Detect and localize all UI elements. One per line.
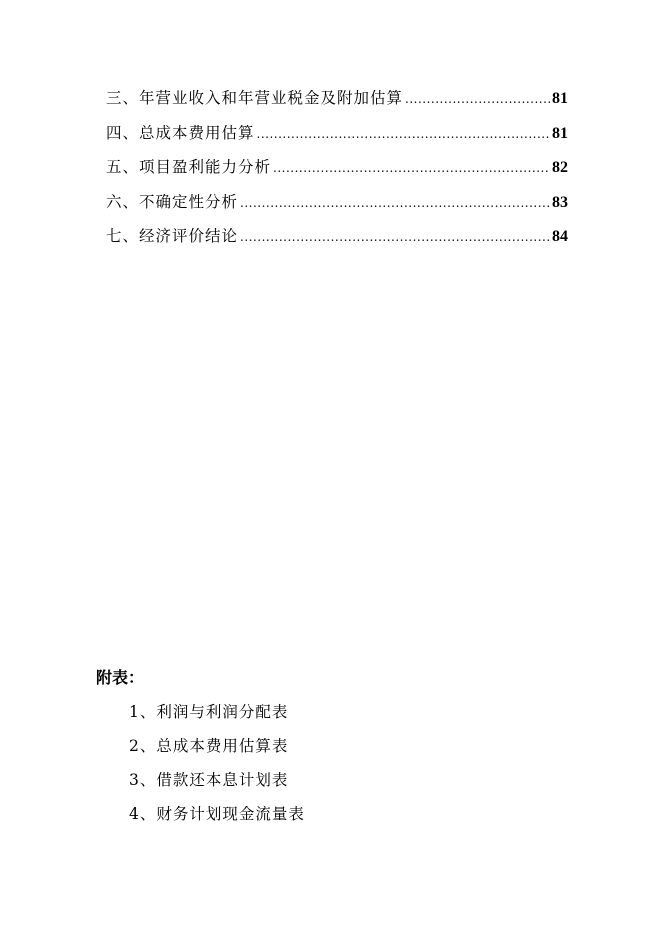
toc-entry[interactable] (106, 84, 568, 119)
table-of-contents (106, 84, 568, 257)
toc-entry-label: 七、经济评价结论 (106, 227, 239, 245)
toc-entry[interactable] (106, 188, 568, 223)
appendix-title: 附表： (96, 668, 145, 687)
appendix-section (96, 664, 305, 834)
toc-leader-dots (240, 223, 550, 251)
toc-page-number: 81 (552, 124, 568, 142)
toc-entry-label: 五、项目盈利能力分析 (106, 158, 272, 176)
toc-entry-label: 四、总成本费用估算 (106, 123, 255, 142)
toc-page-number: 83 (552, 193, 568, 211)
toc-leader-dots (273, 154, 550, 182)
appendix-item: 2、总成本费用估算表 (129, 737, 289, 755)
toc-page-number: 84 (552, 228, 568, 245)
toc-page-number: 81 (552, 90, 568, 107)
appendix-item: 3、借款还本息计划表 (129, 771, 289, 789)
toc-entry[interactable] (106, 153, 568, 188)
toc-leader-dots (405, 85, 550, 113)
appendix-item: 1、利润与利润分配表 (129, 703, 289, 721)
appendix-list (96, 698, 305, 834)
toc-leader-dots (240, 189, 550, 217)
toc-entry-label: 三、年营业收入和年营业税金及附加估算 (106, 89, 404, 107)
toc-entry[interactable] (106, 222, 568, 257)
toc-leader-dots (257, 120, 550, 148)
appendix-item: 4、财务计划现金流量表 (129, 805, 305, 823)
toc-page-number: 82 (552, 159, 568, 176)
toc-entry-label: 六、不确定性分析 (106, 192, 239, 211)
toc-entry[interactable] (106, 119, 568, 154)
